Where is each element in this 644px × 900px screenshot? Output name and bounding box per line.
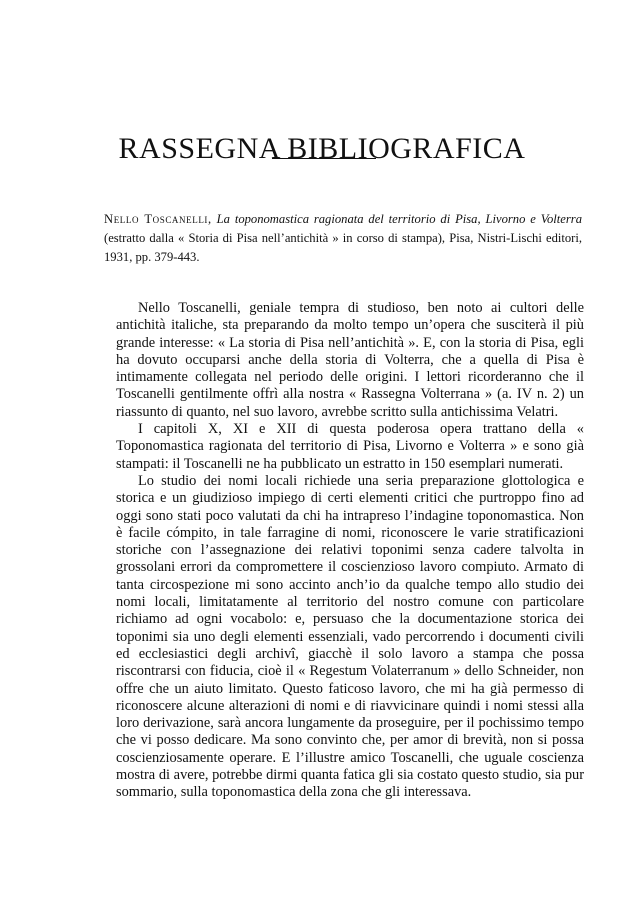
paragraph-3: Lo studio dei nomi locali richiede una seria preparazione glottologica e storica e un giudizioso impiego di certi elementi critici che purtroppo fino ad oggi sono stati poco valutati da chi ha intrapreso l’indagine toponomastica. Non è facile cómpito, in tale farragine di nomi, riconoscere le varie stratificazioni storiche con l’assegnazione dei relativi toponimi senza cadere talvolta in grossolani errori da compromettere il coscienzioso lavoro compiuto. Armato di tanta circospezione mi sono accinto anch’io da qualche tempo allo studio dei nomi locali, limitatamente al territorio del nostro comune con particolare richiamo ad ogni vocabolo: e, persuaso che la documentazione storica dei toponimi sia uno degli elementi essenziali, vado percorrendo i documenti civili ed ecclesiastici degli archivî, giacchè il solo lavoro a stampa che possa riscontrarsi con fiducia, cioè il « Regestum Volaterranum » dello Schneider, non offre che un aiuto limitato. Questo faticoso lavoro, che mi ha già permesso di riconoscere alcune alterazioni di nomi e di riavvicinare quindi i nomi stessi alla loro derivazione, sarà ancora lungamente da proseguire, per il pochissimo tempo che vi posso dedicare. Ma sono convinto che, per amor di brevità, non si possa coscienziosamente operare. E l’illustre amico Toscanelli, che uguale coscienza mostra di avere, potrebbe dirmi quanta fatica gli sia costato questo studio, sia pur sommario, sulla toponomastica della zona che gli interessava.: [116, 472, 584, 801]
title-divider: [272, 158, 376, 159]
citation-details: (estratto dalla « Storia di Pisa nell’antichità » in corso di stampa), Pisa, Nistri-Lischi editori, 1931, pp. 379-443.: [104, 231, 582, 264]
bibliographic-citation: [104, 210, 582, 267]
paragraph-2: I capitoli X, XI e XII di questa poderosa opera trattano della « Toponomastica ragionata del territorio di Pisa, Livorno e Volterra » e sono già stampati: il Toscanelli ne ha pubblicato un estratto in 150 esemplari numerati.: [116, 421, 584, 472]
citation-work-title: La toponomastica ragionata del territorio di Pisa, Livorno e Volterra: [216, 212, 582, 226]
review-body: [116, 300, 584, 802]
paragraph-1: Nello Toscanelli, geniale tempra di studioso, ben noto ai cultori delle antichità italiche, sta preparando da molto tempo un’opera che susciterà il più grande interesse: « La storia di Pisa nell’antichità ». E, con la storia di Pisa, egli ha dovuto occuparsi anche della storia di Volterra, che a quella di Pisa è intimamente collegata nel periodo delle origini. I lettori ricorderanno che il Toscanelli gentilmente offrì alla nostra « Rassegna Volterrana » (a. IV n. 2) un riassunto di quanto, nel suo lavoro, avrebbe scritto sulla antichissima Velatri.: [116, 300, 584, 420]
page-title: RASSEGNA BIBLIOGRAFICA: [118, 132, 526, 166]
citation-author: Nello Toscanelli,: [104, 212, 212, 226]
